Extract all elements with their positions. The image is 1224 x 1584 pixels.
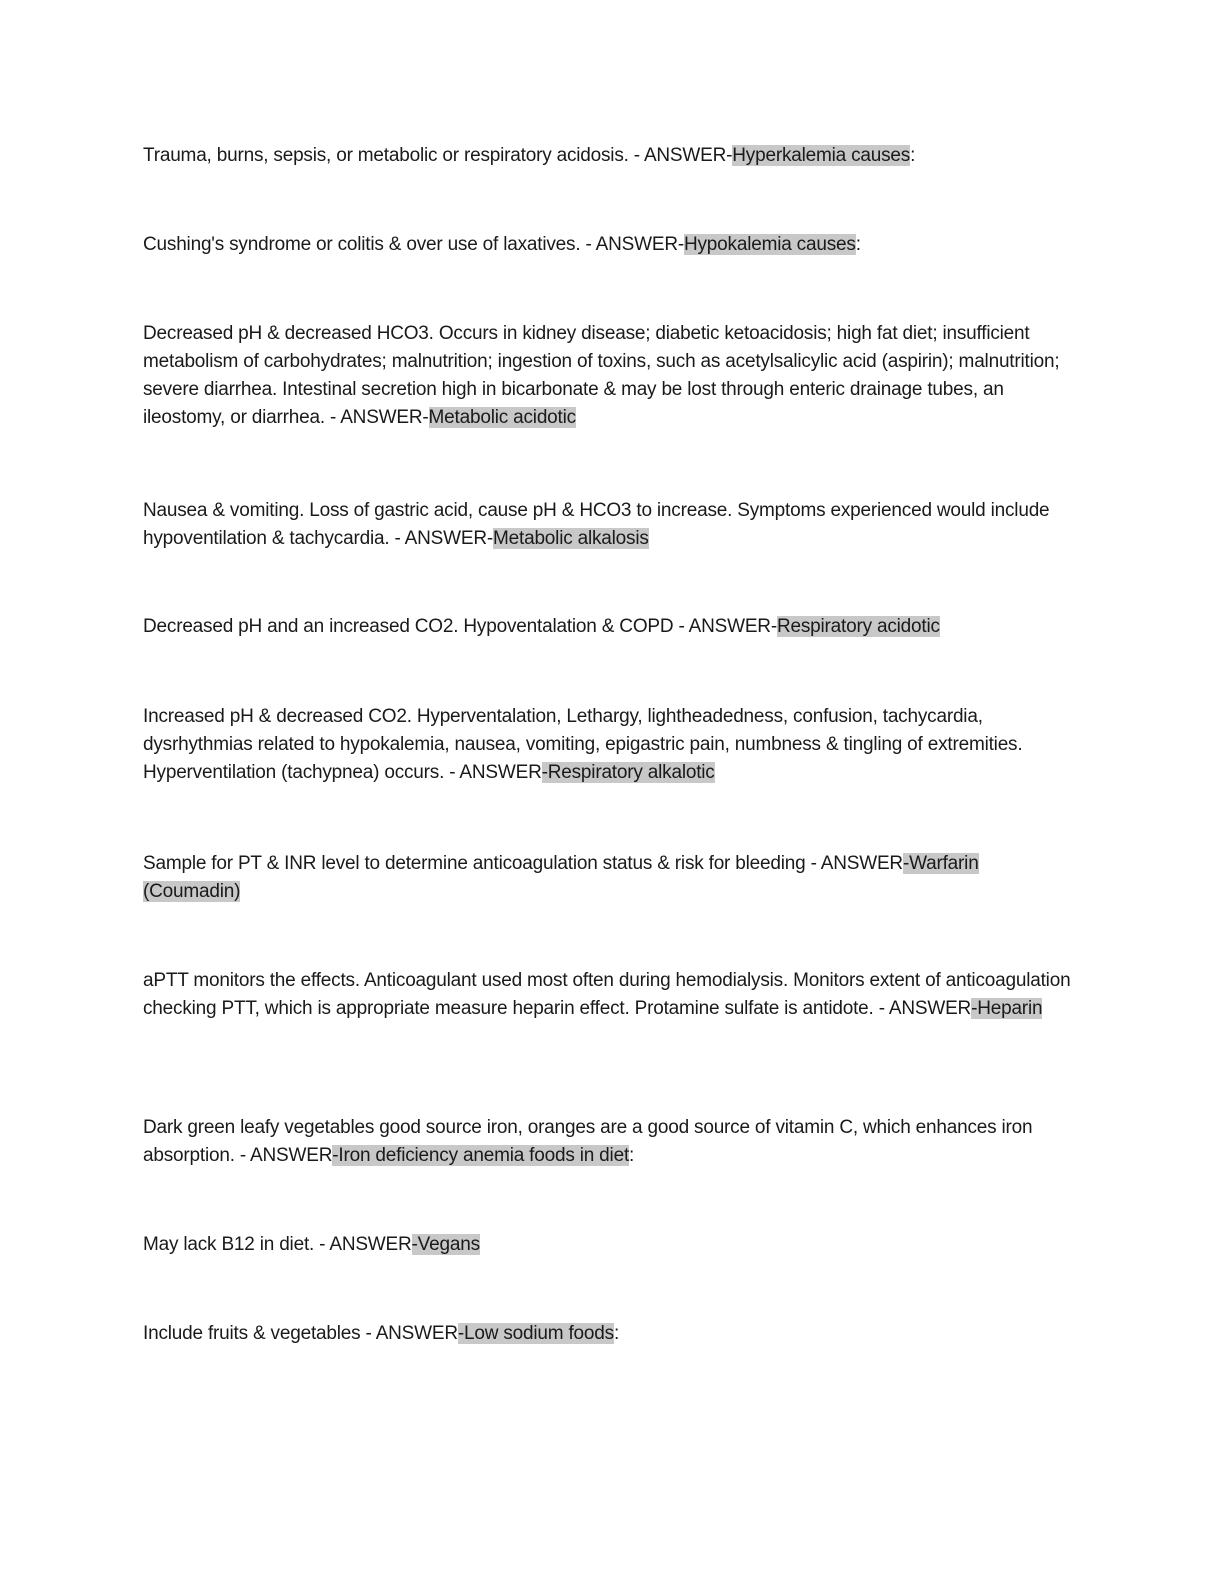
answer-tail: :	[629, 1145, 635, 1166]
question-text: Increased pH & decreased CO2. Hyperventalation, Lethargy, lightheadedness, confusion, tachycardia, dysrhythmias related to hypokalemia, nausea, vomiting, epigastric pain, numbness & tingling of extremities. Hyperventilation (tachypnea) occurs. - ANSWER	[143, 706, 1023, 783]
flashcard-entry	[143, 142, 1073, 170]
answer-highlight: Hypokalemia causes	[683, 234, 856, 255]
answer-highlight: -Iron deficiency anemia foods in diet	[332, 1145, 630, 1166]
question-text: Dark green leafy vegetables good source iron, oranges are a good source of vitamin C, which enhances iron absorption. - ANSWER	[143, 1117, 1033, 1166]
question-text: May lack B12 in diet. - ANSWER	[143, 1234, 412, 1255]
flashcard-entry	[143, 1231, 1073, 1259]
flashcard-entry	[143, 231, 1073, 259]
flashcard-entry	[143, 497, 1073, 553]
answer-highlight: Metabolic acidotic	[428, 407, 576, 428]
question-text: Cushing's syndrome or colitis & over use of laxatives. - ANSWER-	[143, 234, 684, 255]
answer-highlight: Metabolic alkalosis	[493, 528, 649, 549]
flashcard-entry	[143, 1114, 1073, 1170]
flashcard-entry	[143, 967, 1073, 1023]
question-text: Sample for PT & INR level to determine anticoagulation status & risk for bleeding - ANSWER	[143, 853, 903, 874]
answer-highlight: -Heparin	[971, 998, 1043, 1019]
flashcard-entry	[143, 703, 1073, 787]
answer-tail: :	[613, 1323, 620, 1344]
answer-highlight: -Low sodium foods	[457, 1323, 614, 1344]
flashcard-entry	[143, 850, 1073, 906]
flashcard-entry	[143, 613, 1073, 641]
question-text: Decreased pH & decreased HCO3. Occurs in kidney disease; diabetic ketoacidosis; high fat diet; insufficient metabolism of carbohydrates; malnutrition; ingestion of toxins, such as acetylsalicylic acid (aspirin); malnutrition; severe diarrhea. Intestinal secretion high in bicarbonate & may be lost through enteric drainage tubes, an ileostomy, or diarrhea. - ANSWER-	[143, 323, 1060, 428]
answer-highlight: Hyperkalemia causes	[732, 145, 911, 166]
answer-highlight: -Respiratory alkalotic	[541, 762, 715, 783]
question-text: aPTT monitors the effects. Anticoagulant used most often during hemodialysis. Monitors extent of anticoagulation checking PTT, which is appropriate measure heparin effect. Protamine sulfate is antidote. - ANSWER	[143, 970, 1071, 1019]
answer-tail: :	[910, 145, 916, 166]
question-text: Include fruits & vegetables - ANSWER	[143, 1323, 458, 1344]
question-text: Trauma, burns, sepsis, or metabolic or respiratory acidosis. - ANSWER-	[143, 145, 733, 166]
question-text: Decreased pH and an increased CO2. Hypoventalation & COPD - ANSWER-	[143, 616, 777, 637]
answer-highlight: -Warfarin (Coumadin)	[143, 853, 979, 902]
answer-tail: :	[855, 234, 861, 255]
flashcard-entry	[143, 320, 1073, 432]
flashcard-entry	[143, 1320, 1073, 1348]
question-text: Nausea & vomiting. Loss of gastric acid, cause pH & HCO3 to increase. Symptoms experienced would include hypoventilation & tachycardia. - ANSWER-	[143, 500, 1050, 549]
answer-highlight: Respiratory acidotic	[776, 616, 940, 637]
answer-highlight: -Vegans	[411, 1234, 480, 1255]
